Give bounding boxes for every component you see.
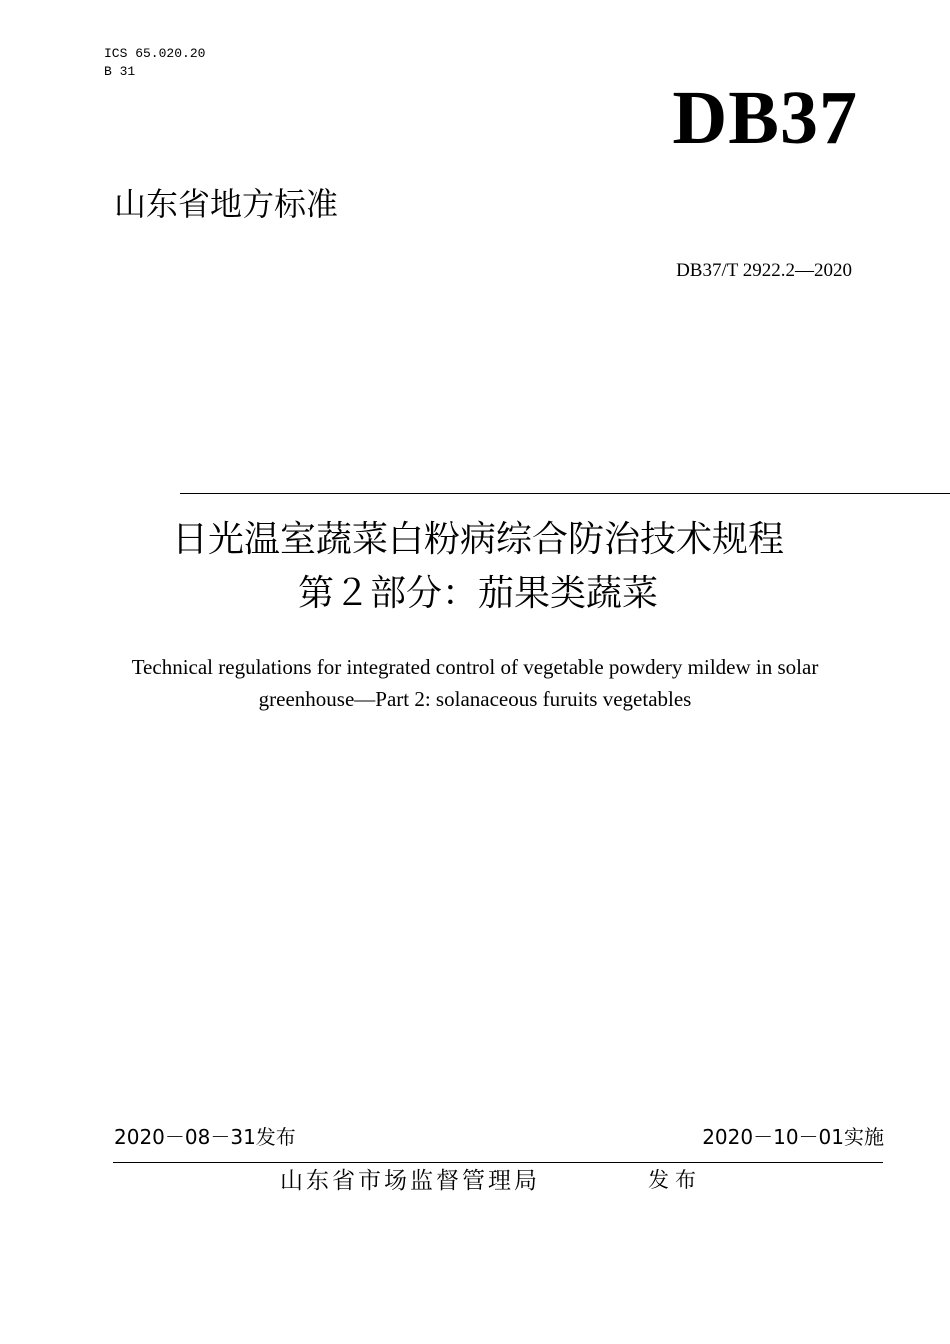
title-english-line-2: greenhouse—Part 2: solanaceous furuits vegetables	[258, 687, 692, 711]
issuing-authority: 山东省市场监督管理局	[280, 1168, 540, 1194]
bottom-divider	[113, 1162, 883, 1163]
standard-mark: DB37	[672, 76, 858, 160]
title-chinese-line-2: 第２部分：茄果类蔬菜	[297, 573, 658, 614]
ics-code: ICS 65.020.20	[104, 46, 206, 61]
implementation-date: 2020－10－01实施	[702, 1125, 884, 1149]
standard-category: 山东省地方标准	[114, 185, 339, 223]
issue-date: 2020－08－31发布	[114, 1125, 296, 1149]
ccs-code: B 31	[104, 64, 136, 79]
title-chinese-line-1: 日光温室蔬菜白粉病综合防治技术规程	[171, 519, 784, 560]
title-english-line-1: Technical regulations for integrated control of vegetable powdery mildew in solar	[131, 655, 819, 679]
issue-label: 发布	[648, 1168, 702, 1192]
standard-number: DB37/T 2922.2—2020	[676, 260, 852, 281]
top-divider	[180, 493, 950, 494]
